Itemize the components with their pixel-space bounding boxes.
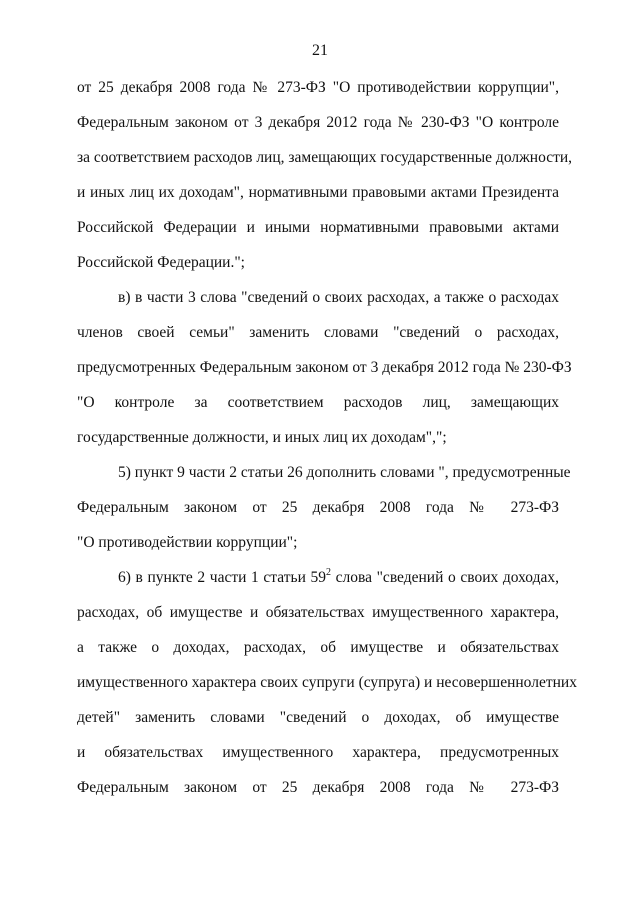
text-line-10: "О контроле за соответствием расходов лиц, замещающих (77, 394, 559, 411)
text-line-21: Федеральным законом от 25 декабря 2008 года № 273-ФЗ (77, 779, 559, 796)
text-line-1: от 25 декабря 2008 года № 273-ФЗ "О противодействии коррупции", (77, 79, 559, 96)
text-line-4: и иных лиц их доходам", нормативными правовыми актами Президента (77, 184, 559, 201)
text-line-18: имущественного характера своих супруги (супруга) и несовершеннолетних (77, 674, 577, 691)
text-line-6: Российской Федерации."; (77, 254, 245, 271)
text-line-13: Федеральным законом от 25 декабря 2008 года № 273-ФЗ (77, 499, 559, 516)
text-line-2: Федеральным законом от 3 декабря 2012 года № 230-ФЗ "О контроле (77, 114, 559, 131)
text-line-12: 5) пункт 9 части 2 статьи 26 дополнить словами ", предусмотренные (118, 464, 571, 481)
text-line-14: "О противодействии коррупции"; (77, 534, 298, 551)
text-line-16: расходах, об имуществе и обязательствах имущественного характера, (77, 604, 559, 621)
text-line-8: членов своей семьи" заменить словами "сведений о расходах, (77, 324, 559, 341)
text-line-15 (118, 568, 559, 588)
text-line-3: за соответствием расходов лиц, замещающих государственные должности, (77, 149, 573, 166)
page-number: 21 (312, 42, 328, 59)
text-line-15-start: 6) в пункте 2 части 1 статьи 59 (118, 569, 326, 586)
text-line-20: и обязательствах имущественного характера, предусмотренных (77, 744, 559, 761)
text-line-5: Российской Федерации и иными нормативными правовыми актами (77, 219, 559, 236)
text-line-19: детей" заменить словами "сведений о доходах, об имуществе (77, 709, 559, 726)
text-line-17: а также о доходах, расходах, об имуществе и обязательствах (77, 639, 559, 656)
text-line-9: предусмотренных Федеральным законом от 3 декабря 2012 года № 230-ФЗ (77, 359, 572, 376)
text-line-15-end: слова "сведений о своих доходах, (331, 569, 559, 586)
text-line-11: государственные должности, и иных лиц их доходам","; (77, 429, 447, 446)
text-line-7: в) в части 3 слова "сведений о своих расходах, а также о расходах (118, 289, 559, 306)
article-superscript: 2 (326, 566, 331, 578)
